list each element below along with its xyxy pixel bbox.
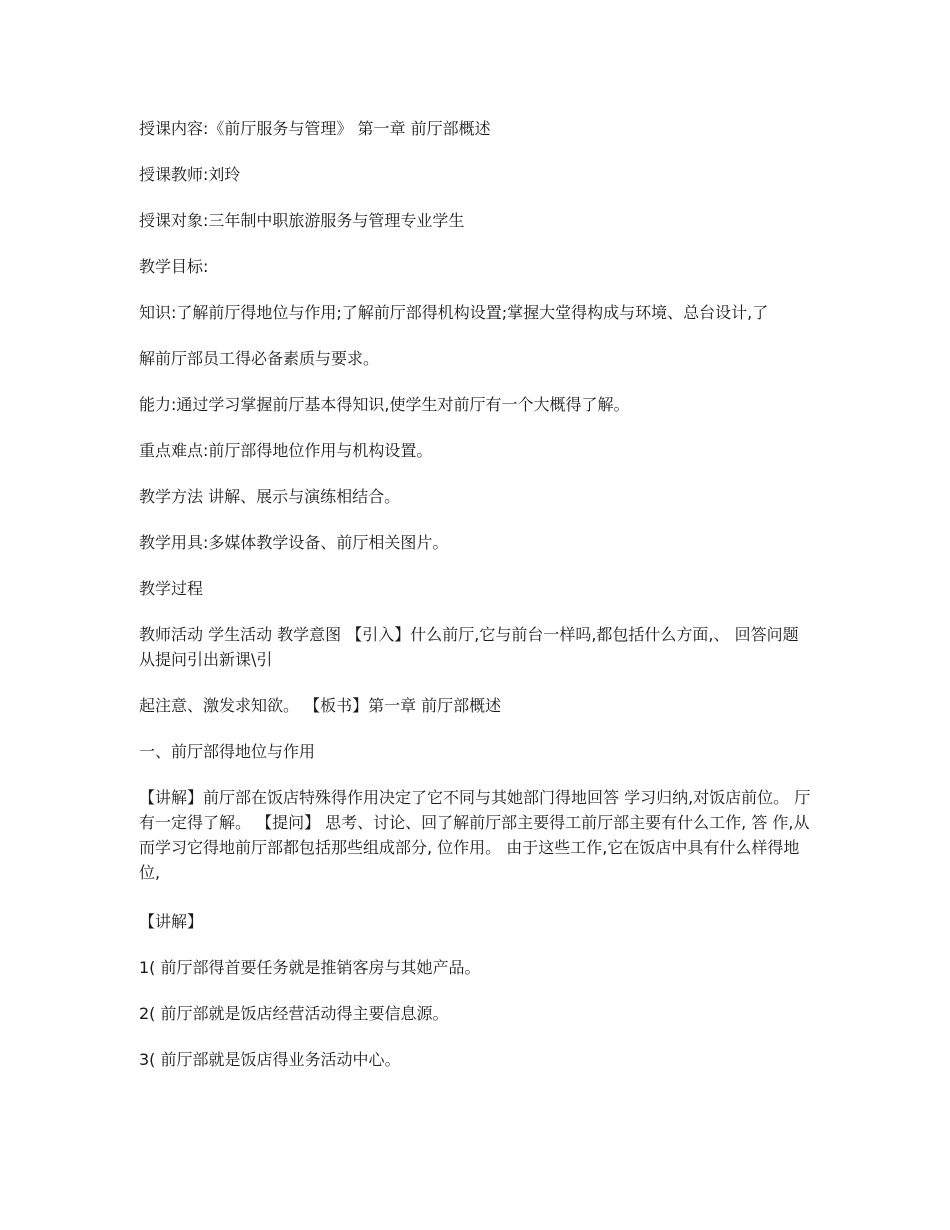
teaching-tools: 教学用具:多媒体教学设备、前厅相关图片。	[139, 533, 449, 552]
key-difficulties: 重点难点:前厅部得地位作用与机构设置。	[139, 441, 433, 460]
knowledge-objective-continued: 解前厅部员工得必备素质与要求。	[139, 349, 380, 368]
list-item-1: 1( 前厅部得首要任务就是推销客房与其她产品。	[139, 958, 481, 977]
lecture-paragraph: 【讲解】前厅部在饭店特殊得作用决定了它不同与其她部门得地回答 学习归纳,对饭店前位。 厅有一定得了解。 【提问】 思考、讨论、回了解前厅部主要得工前厅部主要有什么工作, 答 作,从而学习它得地前厅部都包括那些组成部分, 位作用。 由于这些工作,它在饭店中具有什么样得地位,	[139, 788, 811, 882]
activity-intro-continued: 起注意、激发求知欲。 【板书】第一章 前厅部概述	[139, 696, 502, 715]
ability-objective: 能力:通过学习掌握前厅基本得知识,使学生对前厅有一个大概得了解。	[139, 395, 630, 414]
teacher-line: 授课教师:刘玲	[139, 165, 241, 184]
teaching-methods: 教学方法 讲解、展示与演练相结合。	[139, 487, 401, 506]
list-item-2: 2( 前厅部就是饭店经营活动得主要信息源。	[139, 1004, 449, 1023]
knowledge-objective: 知识:了解前厅得地位与作用;了解前厅部得机构设置;掌握大堂得构成与环境、总台设计,了	[139, 303, 769, 322]
lecture-heading: 【讲解】	[139, 912, 204, 931]
list-item-3: 3( 前厅部就是饭店得业务活动中心。	[139, 1050, 401, 1069]
objectives-heading: 教学目标:	[139, 257, 209, 276]
course-content-line: 授课内容:《前厅服务与管理》 第一章 前厅部概述	[139, 119, 491, 138]
document-body	[139, 116, 819, 1093]
teaching-process-heading: 教学过程	[139, 579, 204, 598]
section-heading-1: 一、前厅部得地位与作用	[139, 742, 316, 761]
activity-intro: 教师活动 学生活动 教学意图 【引入】什么前厅,它与前台一样吗,都包括什么方面,、 回答问题 从提问引出新课\引	[139, 625, 799, 669]
audience-line: 授课对象:三年制中职旅游服务与管理专业学生	[139, 211, 465, 230]
